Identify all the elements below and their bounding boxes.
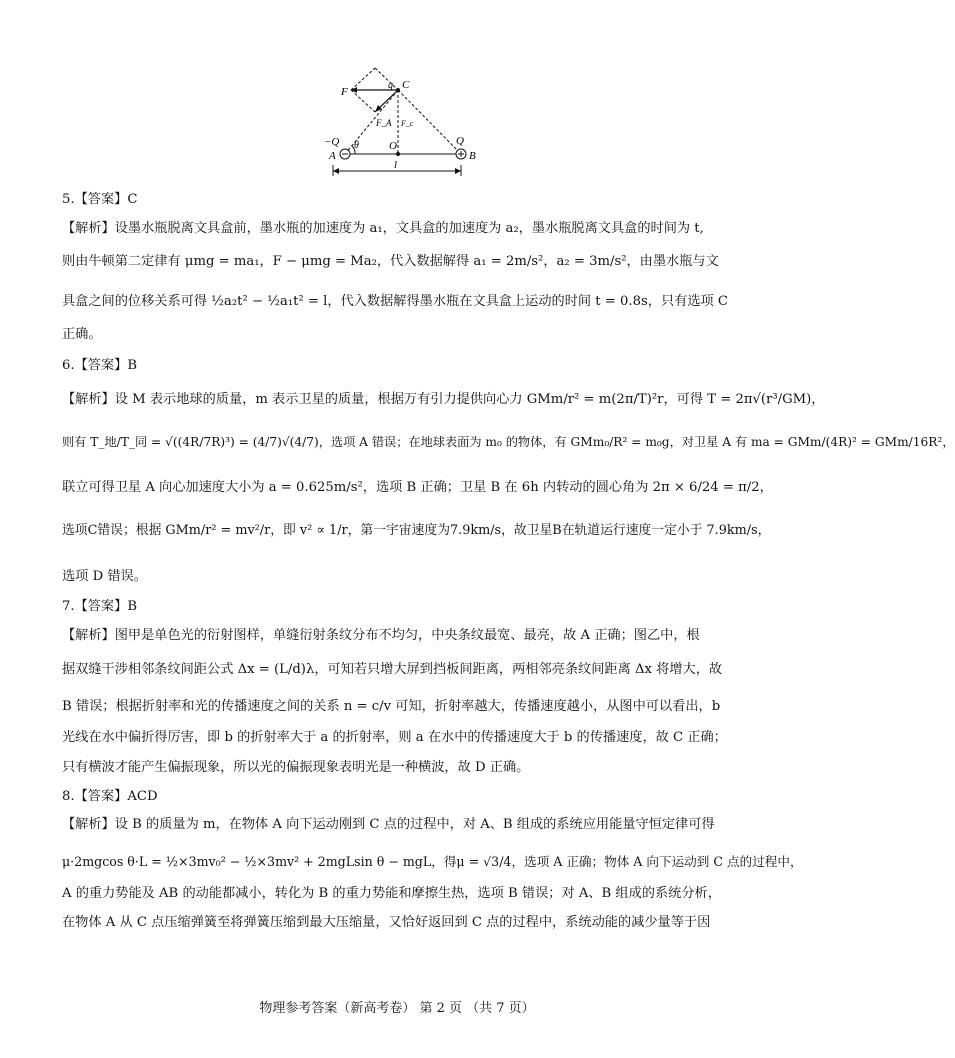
label-a: A <box>329 150 336 162</box>
label-theta: θ <box>354 140 359 151</box>
label-c: C <box>402 79 410 91</box>
label-b: B <box>469 150 476 162</box>
analysis-6-line-1: 【解析】设 M 表示地球的质量，m 表示卫星的质量，根据万有引力提供向心力 GMm/r² = m(2π/T)²r，可得 T = 2π√(r³/GM)， <box>62 392 825 407</box>
analysis-5-line-2: 则由牛顿第二定律有 μmg = ma₁，F − μmg = Ma₂，代入数据解得 a₁ = 2m/s²，a₂ = 3m/s²，由墨水瓶与文 <box>62 254 719 269</box>
label-fc: F_c <box>401 119 414 128</box>
analysis-8-line-1: 【解析】设 B 的质量为 m，在物体 A 向下运动刚到 C 点的过程中，对 A、B 组成的系统应用能量守恒定律可得 <box>62 817 715 832</box>
label-fa: F_A <box>376 118 392 128</box>
analysis-7-line-5: 只有横波才能产生偏振现象，所以光的偏振现象表明光是一种横波，故 D 正确。 <box>62 760 530 775</box>
analysis-6-line-4: 选项C错误；根据 GMm/r² = mv²/r，即 v² ∝ 1/r，第一宇宙速度为7.9km/s，故卫星B在轨道运行速度一定小于 7.9km/s， <box>62 523 771 538</box>
page-footer: 物理参考答案（新高考卷） 第 2 页 （共 7 页） <box>259 1001 535 1016</box>
analysis-6-line-2: 则有 T_地/T_同 = √((4R/7R)³) = (4/7)√(4/7)，选项 A 错误；在地球表面为 m₀ 的物体，有 GMm₀/R² = m₀g，对卫星 A 有 ma = GMm/(4R)² = GMm/16R²， <box>62 435 955 449</box>
force-diagram-svg <box>315 60 495 185</box>
point-o-dot <box>396 152 400 156</box>
analysis-5-line-3: 具盒之间的位移关系可得 ½a₂t² − ½a₁t² = l，代入数据解得墨水瓶在文具盒上运动的时间 t = 0.8s，只有选项 C <box>62 294 729 309</box>
analysis-5-line-1: 【解析】设墨水瓶脱离文具盒前，墨水瓶的加速度为 a₁，文具盒的加速度为 a₂，墨水瓶脱离文具盒的时间为 t, <box>62 221 704 236</box>
analysis-8-line-2: μ·2mgcos θ·L = ½×3mv₀² − ½×3mv² + 2mgLsin θ − mgL，得μ = √3/4，选项 A 正确；物体 A 向下运动到 C 点的过程中， <box>62 854 803 869</box>
analysis-7-line-1: 【解析】图甲是单色光的衍射图样，单缝衍射条纹分布不均匀，中央条纹最宽、最亮，故 A 正确；图乙中，根 <box>62 628 700 643</box>
analysis-8-line-4: 在物体 A 从 C 点压缩弹簧至将弹簧压缩到最大压缩量，又恰好返回到 C 点的过程中，系统动能的减少量等于因 <box>62 915 711 930</box>
charge-q-dot <box>396 88 400 92</box>
analysis-7-line-4: 光线在水中偏折得厉害，即 b 的折射率大于 a 的折射率，则 a 在水中的传播速度大于 b 的传播速度，故 C 正确； <box>62 730 727 745</box>
analysis-5-line-4: 正确。 <box>62 327 102 342</box>
analysis-7-line-3: B 错误；根据折射率和光的传播速度之间的关系 n = c/v 可知，折射率越大，传播速度越小，从图中可以看出，b <box>62 699 721 714</box>
label-q-plus: Q <box>456 135 464 147</box>
analysis-8-line-3: A 的重力势能及 AB 的动能都减小，转化为 B 的重力势能和摩擦生热，选项 B 错误；对 A、B 组成的系统分析， <box>62 886 721 901</box>
analysis-7-line-2: 据双缝干涉相邻条纹间距公式 Δx = (L/d)λ，可知若只增大屏到挡板间距离，两相邻亮条纹间距离 Δx 将增大，故 <box>62 662 723 677</box>
analysis-6-line-5: 选项 D 错误。 <box>62 569 147 584</box>
label-l: l <box>394 159 398 171</box>
answer-8-title: 8.【答案】ACD <box>62 789 158 804</box>
answer-7-title: 7.【答案】B <box>62 599 138 614</box>
answer-5-title: 5.【答案】C <box>62 192 138 207</box>
label-f: F <box>341 86 348 98</box>
label-o: O <box>389 140 397 152</box>
label-neg-q: −Q <box>324 136 340 148</box>
force-diagram-figure <box>315 60 495 185</box>
label-q: q <box>388 80 393 91</box>
answer-6-title: 6.【答案】B <box>62 358 138 373</box>
analysis-6-line-3: 联立可得卫星 A 向心加速度大小为 a = 0.625m/s²，选项 B 正确；卫星 B 在 6h 内转动的圆心角为 2π × 6/24 = π/2， <box>62 480 773 495</box>
